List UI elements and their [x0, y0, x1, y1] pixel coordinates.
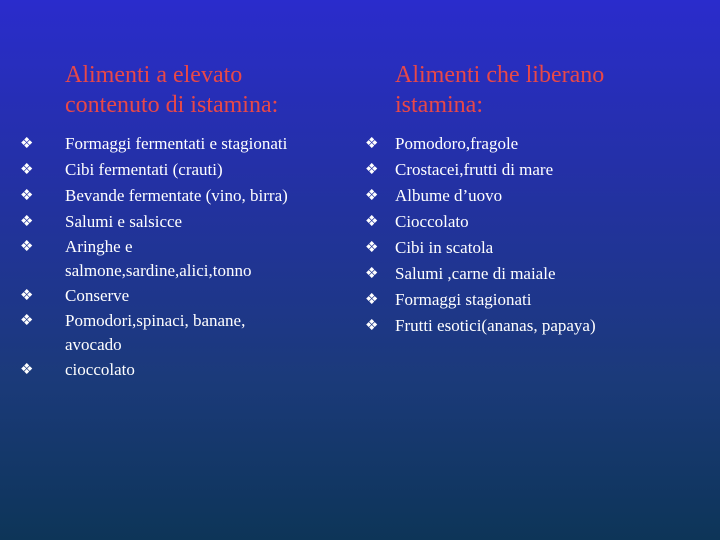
right-list	[365, 131, 695, 339]
bullet-icon: ❖	[20, 214, 34, 230]
list-item: ❖ Pomodori,spinaci, banane, avocado	[20, 311, 246, 354]
list-item: ❖ Aringhe e salmone,sardine,alici,tonno	[20, 237, 252, 280]
list-item: ❖ Crostacei,frutti di mare	[395, 157, 695, 183]
bullet-icon: ❖	[20, 362, 34, 378]
list-item: ❖ Salumi ,carne di maiale	[395, 261, 695, 287]
right-heading: Alimenti che liberano istamina:	[395, 62, 605, 118]
bullet-icon: ❖	[20, 288, 34, 304]
bullet-icon: ❖	[20, 162, 34, 178]
left-heading: Alimenti a elevato contenuto di istamina:	[65, 62, 279, 118]
list-item: ❖ Pomodoro,fragole	[395, 131, 695, 157]
bullet-icon: ❖	[20, 313, 34, 329]
bullet-icon: ❖	[365, 240, 379, 256]
bullet-icon: ❖	[365, 162, 379, 178]
list-item: ❖ Formaggi fermentati e stagionati	[65, 131, 340, 157]
bullet-icon: ❖	[365, 136, 379, 152]
list-item: ❖ Cioccolato	[395, 209, 695, 235]
list-item: ❖ Frutti esotici(ananas, papaya)	[395, 313, 695, 339]
bullet-icon: ❖	[365, 188, 379, 204]
bullet-icon: ❖	[20, 188, 34, 204]
bullet-icon: ❖	[365, 318, 379, 334]
list-item: ❖ Cibi in scatola	[395, 235, 695, 261]
bullet-icon: ❖	[365, 266, 379, 282]
bullet-icon: ❖	[20, 239, 34, 255]
list-item: ❖ Salumi e salsicce	[65, 209, 340, 235]
left-list	[20, 131, 340, 383]
list-item: ❖ Conserve	[65, 283, 340, 309]
bullet-icon: ❖	[365, 292, 379, 308]
list-item: ❖ Formaggi stagionati	[395, 287, 695, 313]
list-item: ❖ Bevande fermentate (vino, birra)	[65, 183, 340, 209]
bullet-icon: ❖	[20, 136, 34, 152]
right-column	[365, 60, 695, 339]
left-column	[20, 60, 340, 383]
list-item: ❖ cioccolato	[65, 357, 340, 383]
list-item: ❖ Cibi fermentati (crauti)	[65, 157, 340, 183]
bullet-icon: ❖	[365, 214, 379, 230]
list-item: ❖ Albume d’uovo	[395, 183, 695, 209]
